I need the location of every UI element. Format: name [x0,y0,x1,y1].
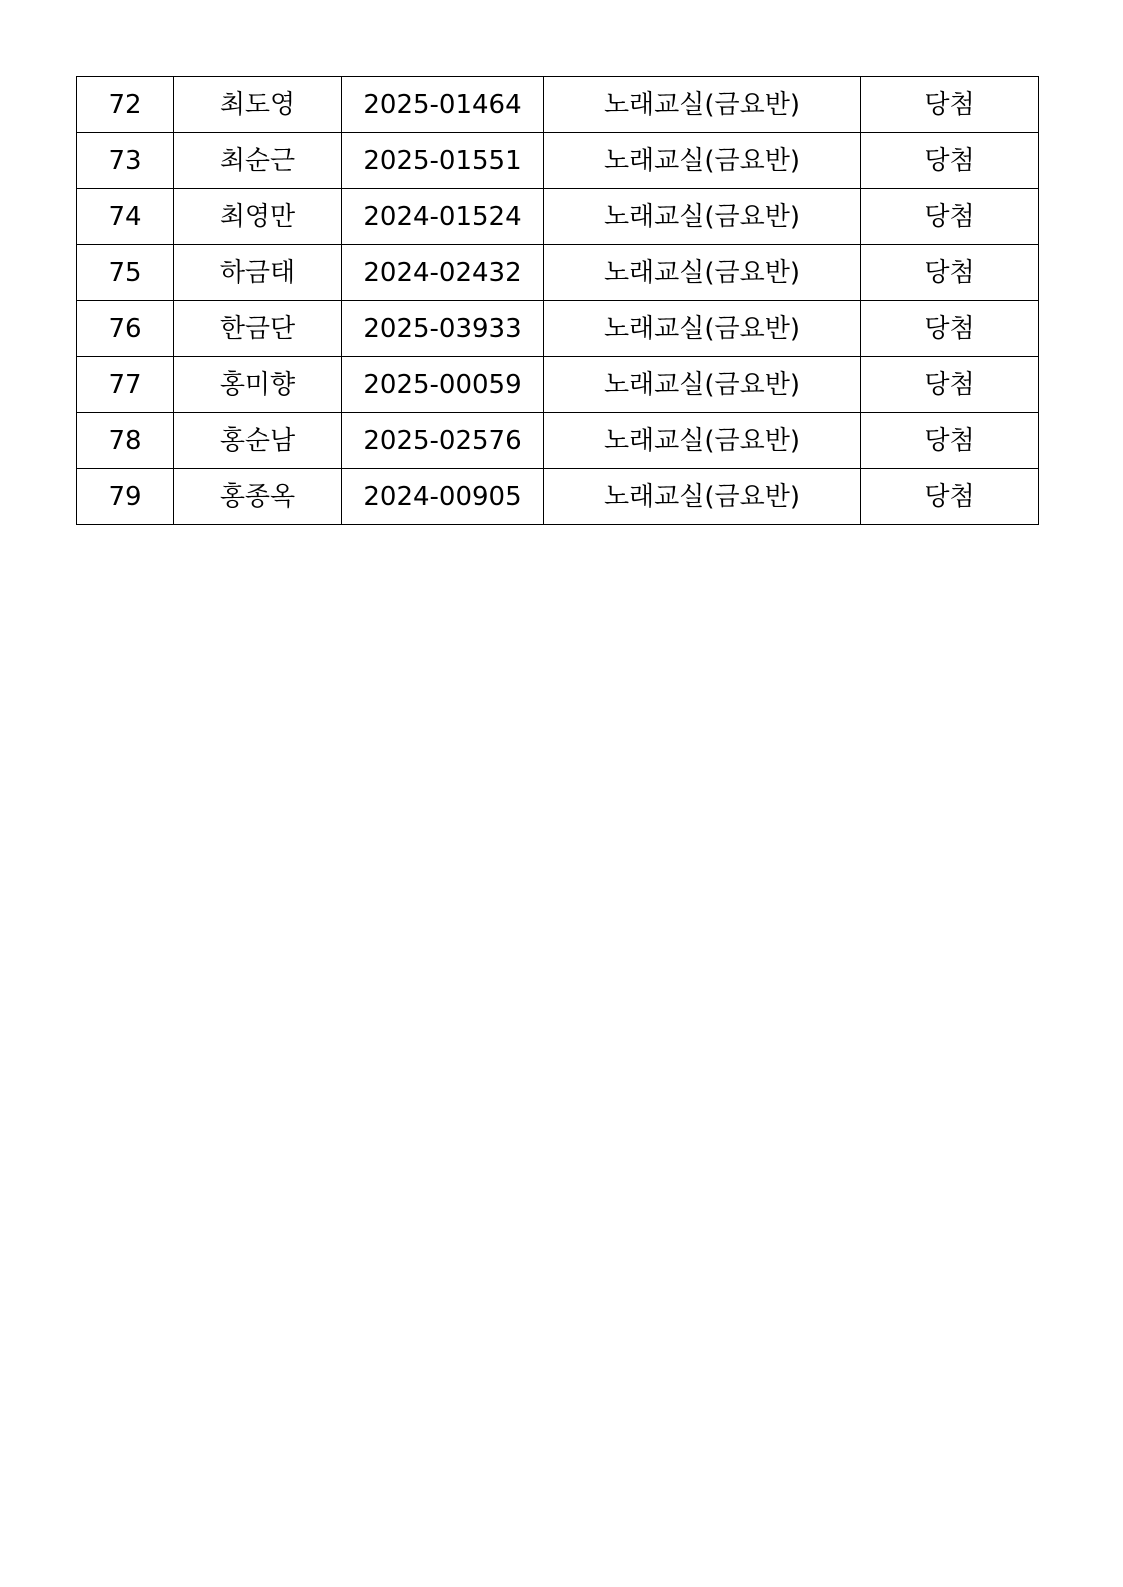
lottery-result: 당첨 [861,245,1039,301]
row-number: 77 [77,357,174,413]
table-body [77,77,1039,525]
registration-number: 2025-03933 [342,301,544,357]
table-row [77,357,1039,413]
row-number: 75 [77,245,174,301]
registration-number: 2025-01551 [342,133,544,189]
program-name: 노래교실(금요반) [544,357,861,413]
table-row [77,413,1039,469]
lottery-result: 당첨 [861,77,1039,133]
program-name: 노래교실(금요반) [544,245,861,301]
row-number: 78 [77,413,174,469]
table-row [77,133,1039,189]
row-number: 74 [77,189,174,245]
applicant-name: 하금태 [174,245,342,301]
lottery-result: 당첨 [861,357,1039,413]
program-name: 노래교실(금요반) [544,301,861,357]
table-row [77,189,1039,245]
lottery-result: 당첨 [861,301,1039,357]
registration-number: 2024-00905 [342,469,544,525]
table-row [77,245,1039,301]
row-number: 76 [77,301,174,357]
program-name: 노래교실(금요반) [544,469,861,525]
row-number: 73 [77,133,174,189]
program-name: 노래교실(금요반) [544,77,861,133]
applicant-name: 한금단 [174,301,342,357]
applicant-name: 홍종옥 [174,469,342,525]
lottery-result-table [76,76,1039,525]
registration-number: 2025-00059 [342,357,544,413]
table-row [77,77,1039,133]
applicant-name: 최영만 [174,189,342,245]
registration-number: 2025-02576 [342,413,544,469]
applicant-name: 홍미향 [174,357,342,413]
program-name: 노래교실(금요반) [544,189,861,245]
applicant-name: 최도영 [174,77,342,133]
program-name: 노래교실(금요반) [544,413,861,469]
lottery-result: 당첨 [861,413,1039,469]
registration-number: 2025-01464 [342,77,544,133]
table-row [77,469,1039,525]
lottery-result: 당첨 [861,189,1039,245]
applicant-name: 홍순남 [174,413,342,469]
row-number: 79 [77,469,174,525]
registration-number: 2024-02432 [342,245,544,301]
row-number: 72 [77,77,174,133]
applicant-name: 최순근 [174,133,342,189]
registration-number: 2024-01524 [342,189,544,245]
lottery-result: 당첨 [861,133,1039,189]
lottery-result: 당첨 [861,469,1039,525]
program-name: 노래교실(금요반) [544,133,861,189]
table-row [77,301,1039,357]
